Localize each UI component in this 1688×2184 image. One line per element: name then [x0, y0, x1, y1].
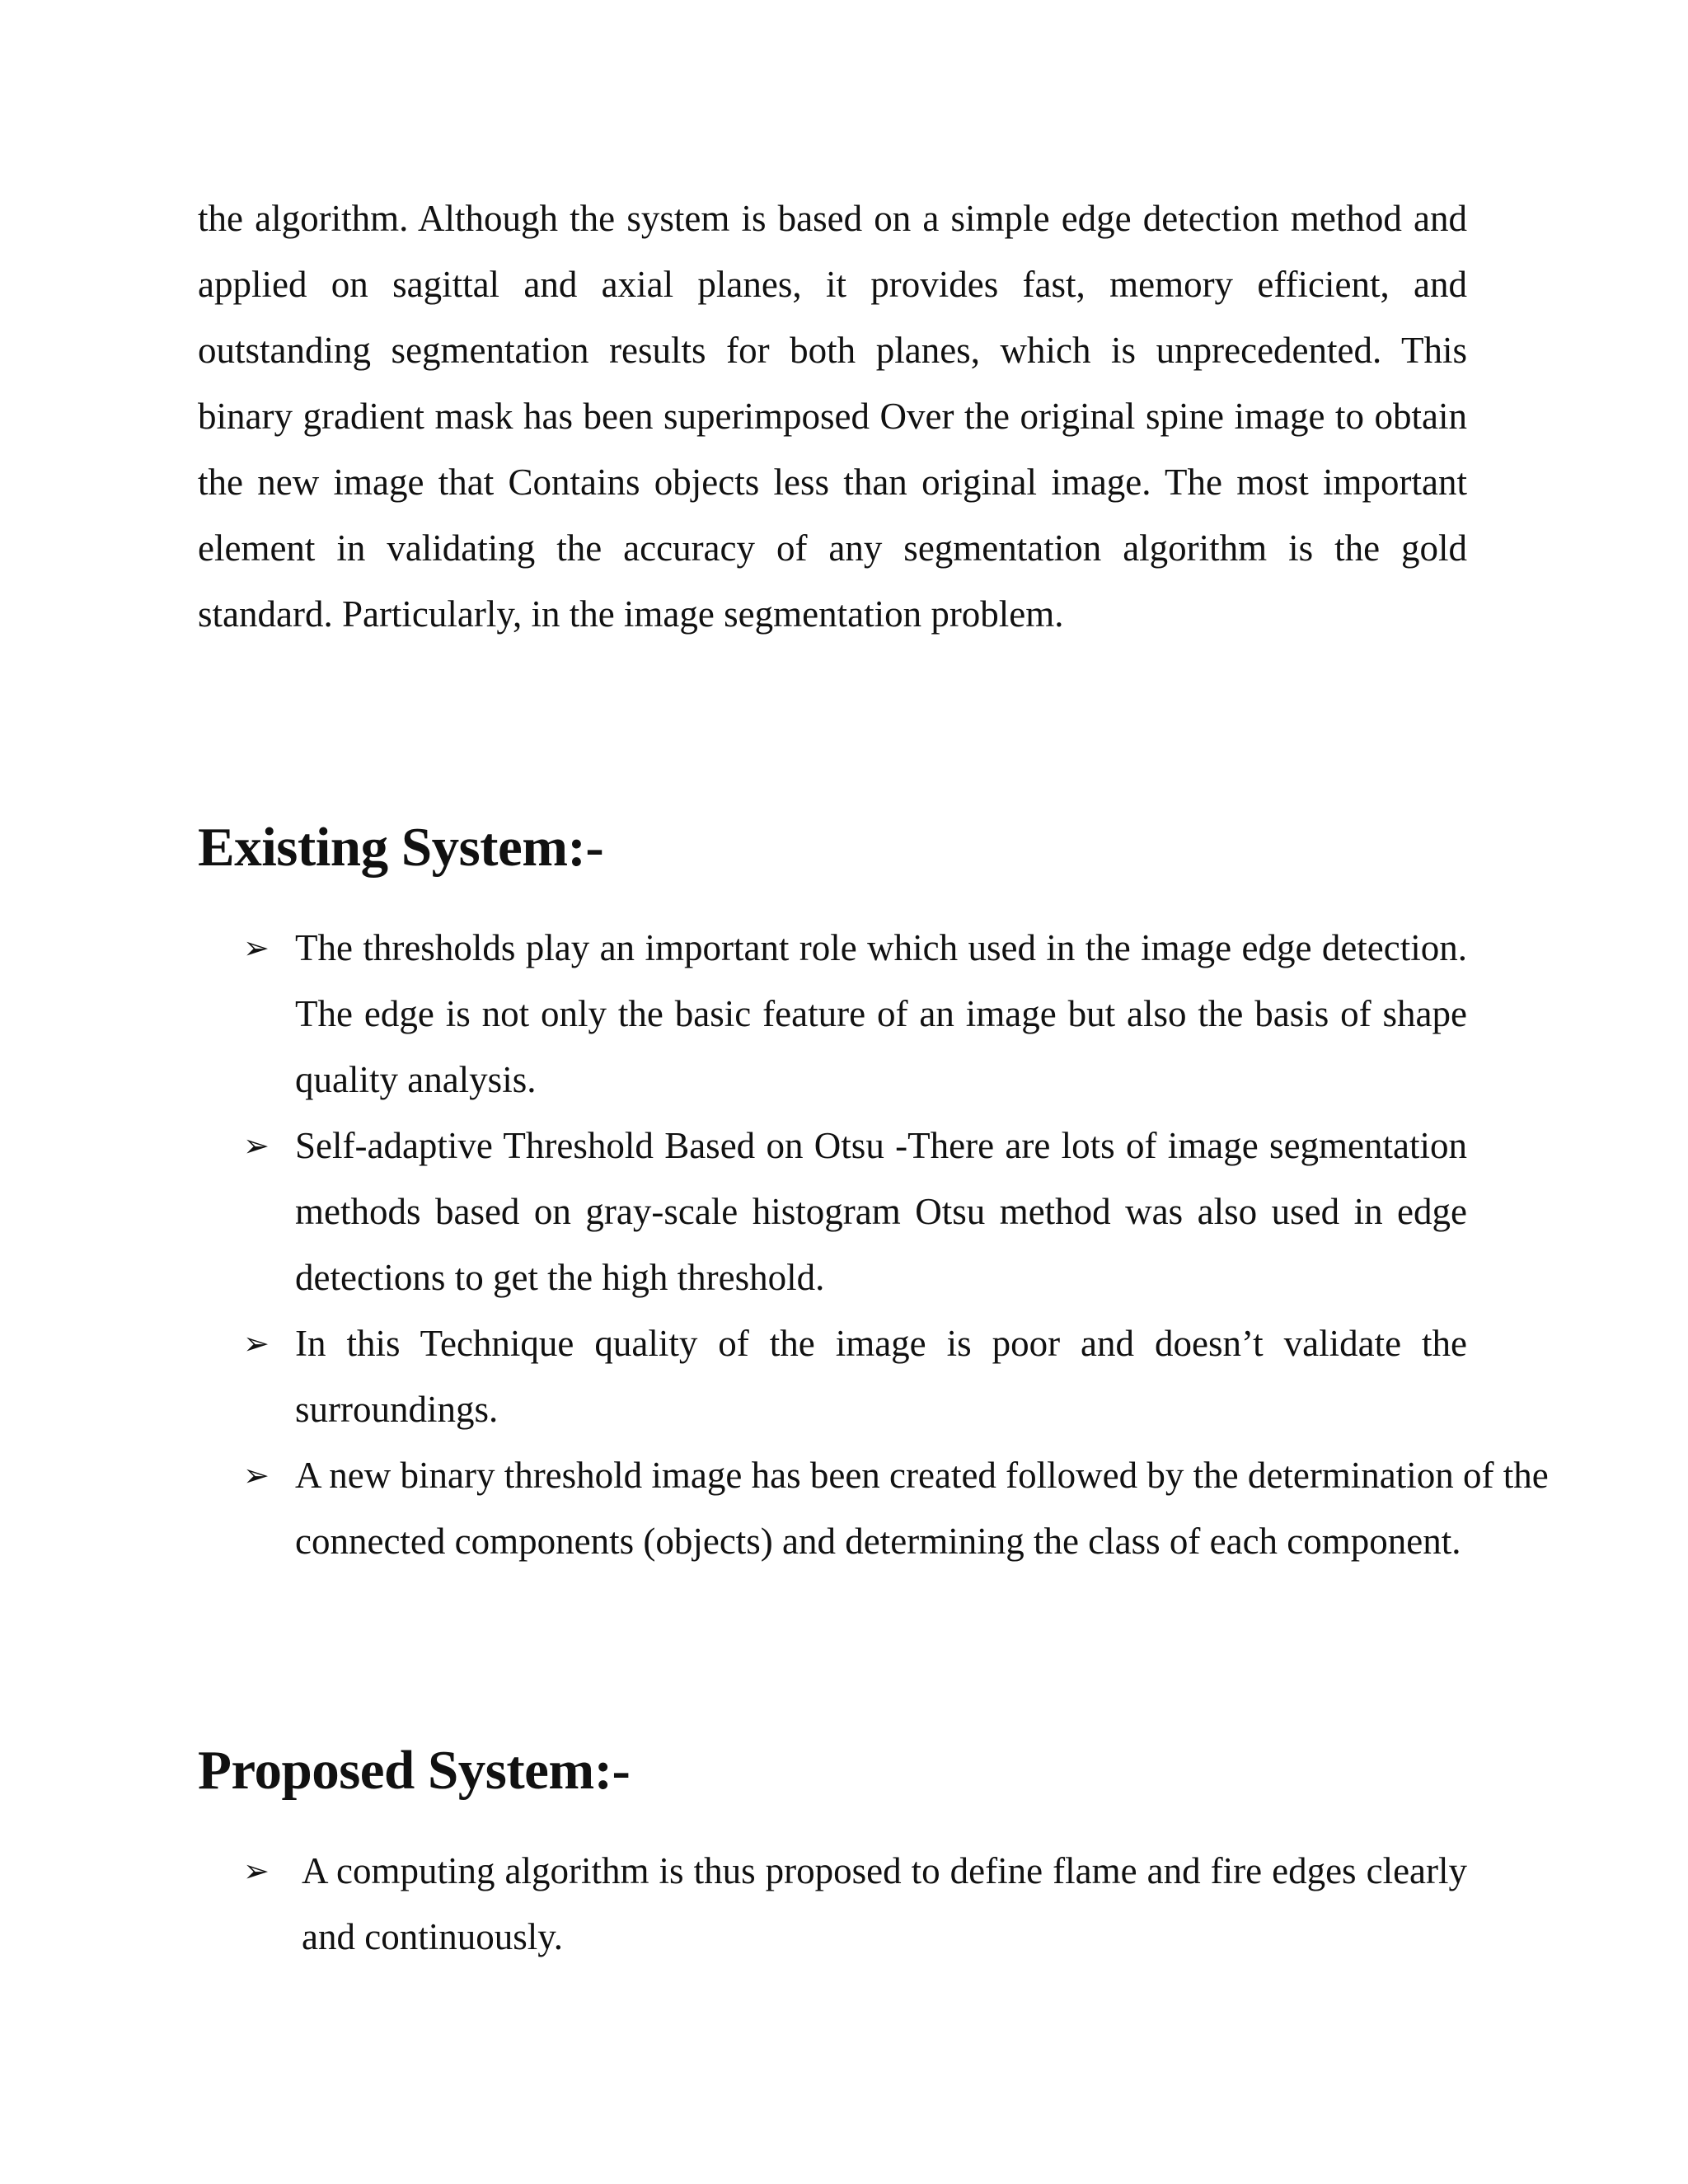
proposed-system-heading: Proposed System:- — [198, 1740, 631, 1801]
list-item-text: The thresholds play an important role which used in the image edge detection. The edge is not only the basic feature of an image but also the basis of shape quality analysis. — [295, 927, 1467, 1100]
list-item — [198, 1442, 1630, 1574]
arrowhead-bullet-icon: ➢ — [243, 1127, 270, 1164]
arrowhead-bullet-icon: ➢ — [243, 1853, 270, 1889]
existing-system-list — [198, 915, 1549, 1574]
list-item — [198, 1113, 1467, 1310]
arrowhead-bullet-icon: ➢ — [243, 1325, 270, 1361]
list-item-text: A new binary threshold image has been created followed by the determination of the connected components (objects) and determining the class of each component. — [295, 1455, 1549, 1562]
existing-system-heading: Existing System:- — [198, 817, 604, 878]
arrowhead-bullet-icon: ➢ — [243, 1457, 270, 1493]
intro-paragraph: the algorithm. Although the system is based on a simple edge detection method and applied on sagittal and axial planes, it provides fast, memory efficient, and outstanding segmentation results for both planes, which is unprecedented. This binary gradient mask has been superimposed Over the original spine image to obtain the new image that Contains objects less than original image. The most important element in validating the accuracy of any segmentation algorithm is the gold standard. Particularly, in the image segmentation problem. — [198, 198, 1467, 635]
list-item — [198, 1310, 1467, 1442]
list-item-text: A computing algorithm is thus proposed to define flame and fire edges clearly and continuously. — [302, 1850, 1467, 1957]
list-item — [198, 915, 1467, 1113]
list-item-text: Self-adaptive Threshold Based on Otsu -There are lots of image segmentation methods based on gray-scale histogram Otsu method was also used in edge detections to get the high threshold. — [295, 1125, 1467, 1298]
list-item — [198, 1838, 1467, 1970]
arrowhead-bullet-icon: ➢ — [243, 930, 270, 966]
proposed-system-list — [198, 1838, 1467, 1970]
list-item-text: In this Technique quality of the image is poor and doesn’t validate the surroundings. — [295, 1323, 1467, 1430]
